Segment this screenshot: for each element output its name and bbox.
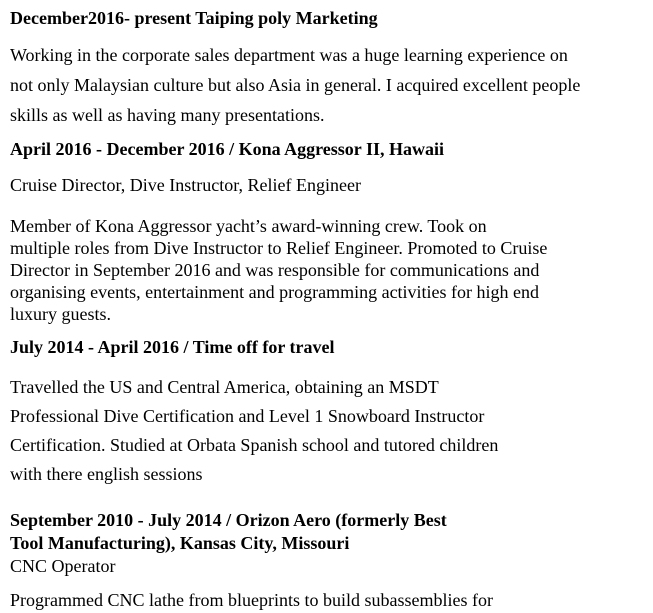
section3-line: Certification. Studied at Orbata Spanish school and tutored children xyxy=(10,435,499,455)
section3-line: Professional Dive Certification and Level 1 Snowboard Instructor xyxy=(10,406,485,426)
section2-line: Member of Kona Aggressor yacht’s award-winning crew. Took on xyxy=(10,216,487,236)
section2-heading: April 2016 - December 2016 / Kona Aggressor II, Hawaii xyxy=(10,139,444,159)
section1-body xyxy=(10,40,580,130)
section2-line: multiple roles from Dive Instructor to Relief Engineer. Promoted to Cruise xyxy=(10,238,548,258)
section3-line: with there english sessions xyxy=(10,464,203,484)
section2-body xyxy=(10,215,547,325)
section3-body xyxy=(10,373,498,489)
section3-heading: July 2014 - April 2016 / Time off for travel xyxy=(10,337,335,357)
section2-line: organising events, entertainment and programming activities for high end xyxy=(10,282,540,302)
section4-role: CNC Operator xyxy=(10,556,116,576)
section1-line: not only Malaysian culture but also Asia in general. I acquired excellent people xyxy=(10,75,581,95)
section1-line: Working in the corporate sales department was a huge learning experience on xyxy=(10,45,568,65)
section2-line: luxury guests. xyxy=(10,304,111,324)
section1-line: skills as well as having many presentations. xyxy=(10,105,325,125)
section4-heading-line: Tool Manufacturing), Kansas City, Missouri xyxy=(10,533,350,553)
section2-line: Director in September 2016 and was responsible for communications and xyxy=(10,260,540,280)
section2-role: Cruise Director, Dive Instructor, Relief Engineer xyxy=(10,175,361,195)
section4-line: Programmed CNC lathe from blueprints to build subassemblies for xyxy=(10,590,493,610)
section1-heading: December2016- present Taiping poly Marketing xyxy=(10,8,378,28)
section3-line: Travelled the US and Central America, obtaining an MSDT xyxy=(10,377,439,397)
section4-heading-line: September 2010 - July 2014 / Orizon Aero (formerly Best xyxy=(10,510,447,530)
